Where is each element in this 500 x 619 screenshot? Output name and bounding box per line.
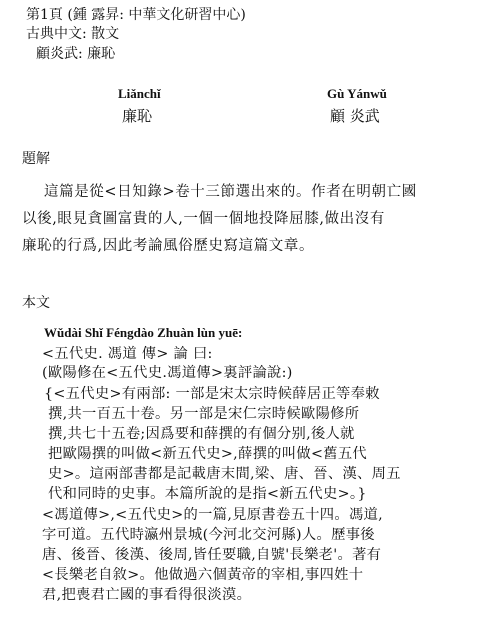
main-line-8: 代和同時的史事。本篇所說的是指<新五代史>。} xyxy=(48,486,367,502)
header-line-2: 古典中文: 散文 xyxy=(26,26,120,42)
title-left-chars: 廉恥 xyxy=(122,107,153,125)
intro-line-2: 以後,眼見貪圖富貴的人,一個一個地投降屈膝,做出沒有 xyxy=(22,211,385,227)
main-line-3: {<五代史>有兩部: 一部是宋太宗時候薛居正等奉敕 xyxy=(44,386,380,402)
header-line-3: 顧炎武: 廉恥 xyxy=(36,46,116,62)
header-line-1: 第1頁 (鍾 露昇: 中華文化研習中心) xyxy=(26,7,246,23)
title-right-pinyin: Gù Yánwǔ xyxy=(327,86,387,101)
main-line-1: <五代史. 馮道 傳> 論 曰: xyxy=(42,346,213,362)
main-line-2: (歐陽修在<五代史.馮道傳>裏評論說:) xyxy=(42,365,293,381)
title-right-chars: 顧 炎武 xyxy=(330,107,380,125)
intro-line-3: 廉恥的行爲,因此考論風俗歷史寫這篇文章。 xyxy=(22,238,315,254)
intro-heading: 題解 xyxy=(22,151,50,167)
main-line-9: <馮道傳>,<五代史>的一篇,見原書卷五十四。馮道, xyxy=(42,507,383,523)
main-line-10: 字可道。五代時瀛州景城(今河北交河縣)人。歷事後 xyxy=(42,527,375,543)
main-heading: 本文 xyxy=(22,295,50,311)
main-line-11: 唐、後晉、後漢、後周,皆任要職,自號'長樂老'。著有 xyxy=(42,547,382,563)
main-line-13: 君,把喪君亡國的事看得很淡漠。 xyxy=(42,587,252,603)
main-line-12: <長樂老自敘>。他做過六個黃帝的宰相,事四姓十 xyxy=(42,567,364,583)
intro-line-1: 這篇是從<日知錄>卷十三節選出來的。作者在明朝亡國 xyxy=(44,184,417,200)
title-left-pinyin: Liǎnchǐ xyxy=(118,86,161,101)
main-line-5: 撰,共七十五卷;因爲要和薛撰的有個分别,後人就 xyxy=(48,426,355,442)
main-line-6: 把歐陽撰的叫做<新五代史>,薛撰的叫做<舊五代 xyxy=(48,446,368,462)
main-pinyin: Wǔdài Shǐ Féngdào Zhuàn lùn yuē: xyxy=(44,325,243,340)
main-line-4: 撰,共一百五十卷。另一部是宋仁宗時候歐陽修所 xyxy=(48,406,360,422)
main-line-7: 史>。這兩部書都是記載唐末間,梁、唐、晉、漢、周五 xyxy=(48,466,401,482)
